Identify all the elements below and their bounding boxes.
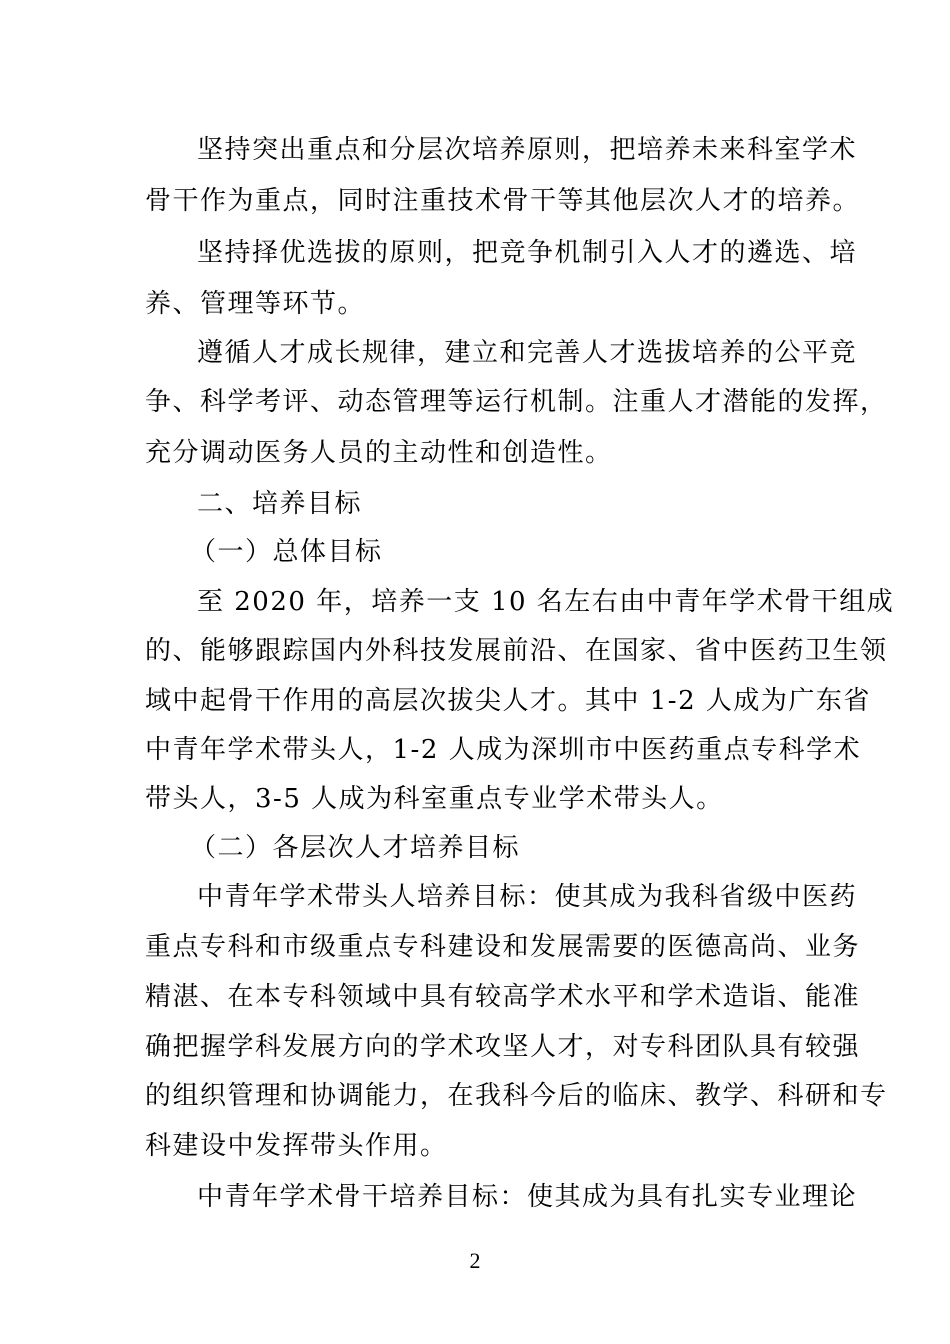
- section-heading: 二、培养目标: [197, 489, 363, 519]
- subsection-heading: （二）各层次人才培养目标: [190, 833, 521, 863]
- paragraph-line: 中青年学术带头人，1-2 人成为深圳市中医药重点专科学术: [145, 735, 862, 765]
- paragraph-line: 骨干作为重点，同时注重技术骨干等其他层次人才的培养。: [145, 186, 861, 216]
- paragraph-line: 中青年学术带头人培养目标：使其成为我科省级中医药: [197, 882, 858, 912]
- paragraph-line: 域中起骨干作用的高层次拔尖人才。其中 1-2 人成为广东省: [145, 686, 871, 716]
- paragraph-line: 坚持突出重点和分层次培养原则，把培养未来科室学术: [197, 135, 858, 165]
- paragraph-line: 中青年学术骨干培养目标：使其成为具有扎实专业理论: [197, 1182, 858, 1212]
- page-number: 2: [469, 1248, 481, 1273]
- paragraph-line: 科建设中发挥带头作用。: [145, 1131, 448, 1161]
- paragraph-line: 遵循人才成长规律，建立和完善人才选拔培养的公平竞: [197, 338, 858, 368]
- paragraph-line: 充分调动医务人员的主动性和创造性。: [145, 438, 613, 468]
- paragraph-line: 的组织管理和协调能力，在我科今后的临床、教学、科研和专: [145, 1081, 888, 1111]
- paragraph-line: 重点专科和市级重点专科建设和发展需要的医德高尚、业务: [145, 932, 861, 962]
- paragraph-line: 精湛、在本专科领域中具有较高学术水平和学术造诣、能准: [145, 982, 861, 1012]
- paragraph-line: 坚持择优选拔的原则，把竞争机制引入人才的遴选、培: [197, 238, 858, 268]
- paragraph-line: 带头人，3-5 人成为科室重点专业学术带头人。: [145, 784, 724, 814]
- paragraph-line: 养、管理等环节。: [145, 289, 366, 319]
- paragraph-line: 争、科学考评、动态管理等运行机制。注重人才潜能的发挥，: [145, 387, 888, 417]
- paragraph-line: 的、能够跟踪国内外科技发展前沿、在国家、省中医药卫生领: [145, 636, 888, 666]
- paragraph-line: 确把握学科发展方向的学术攻坚人才，对专科团队具有较强: [145, 1032, 861, 1062]
- paragraph-line: 至 2020 年，培养一支 10 名左右由中青年学术骨干组成: [197, 587, 895, 617]
- subsection-heading: （一）总体目标: [190, 537, 383, 567]
